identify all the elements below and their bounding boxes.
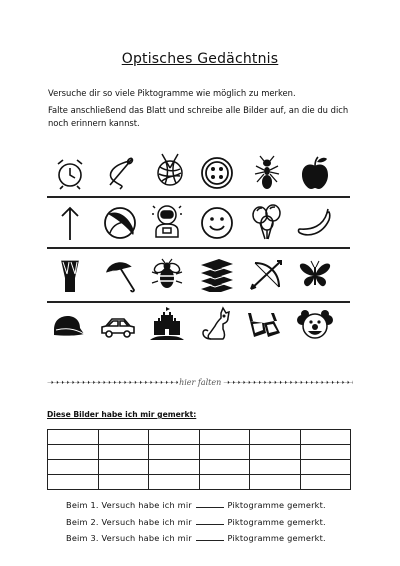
astronaut-icon <box>149 202 185 238</box>
attempt-sentence-1 <box>66 500 326 510</box>
table-cell[interactable] <box>250 445 301 460</box>
table-row <box>48 430 351 445</box>
attempt-suffix: Piktogramme gemerkt. <box>227 500 326 510</box>
attempt-prefix: Beim 2. Versuch habe ich mir <box>66 517 192 527</box>
button-icon <box>199 155 235 191</box>
3d-glasses-icon <box>247 307 283 343</box>
cap-icon <box>50 308 86 344</box>
row-divider <box>47 196 350 198</box>
cat-icon <box>199 306 235 342</box>
table-cell[interactable] <box>300 445 351 460</box>
balloons-icon <box>249 204 285 240</box>
table-cell[interactable] <box>250 430 301 445</box>
bow-arrow-icon <box>249 257 285 293</box>
table-cell[interactable] <box>149 430 200 445</box>
fold-label: hier falten <box>179 378 222 387</box>
car-icon <box>100 308 136 344</box>
sandcastle-icon <box>149 305 185 341</box>
table-row <box>48 475 351 490</box>
beach-ball-icon <box>102 205 138 241</box>
needle-thread-icon <box>102 155 138 191</box>
butterfly-icon <box>297 257 333 293</box>
table-cell[interactable] <box>149 475 200 490</box>
table-title: Diese Bilder habe ich mir gemerkt: <box>47 410 197 419</box>
smiley-icon <box>199 205 235 241</box>
instruction-2: Falte anschließend das Blatt und schreibe alle Bilder auf, an die du dich noch erinnern kannst. <box>48 105 349 128</box>
table-cell[interactable] <box>250 475 301 490</box>
attempt-blank[interactable] <box>196 500 224 508</box>
attempt-suffix: Piktogramme gemerkt. <box>227 533 326 543</box>
table-row <box>48 445 351 460</box>
table-cell[interactable] <box>199 445 250 460</box>
fold-arrows-left: ➝➝➝➝➝➝➝➝➝➝➝➝➝➝➝➝➝➝➝➝➝➝➝➝➝ <box>47 378 178 387</box>
page-title: Optisches Gedächtnis <box>121 51 279 67</box>
arrow-up-icon <box>52 205 88 241</box>
attempt-prefix: Beim 1. Versuch habe ich mir <box>66 500 192 510</box>
table-cell[interactable] <box>300 430 351 445</box>
table-cell[interactable] <box>199 475 250 490</box>
alarm-clock-icon <box>52 155 88 191</box>
table-cell[interactable] <box>48 460 99 475</box>
table-cell[interactable] <box>300 475 351 490</box>
ant-icon <box>249 155 285 191</box>
attempt-blank[interactable] <box>196 517 224 525</box>
table-cell[interactable] <box>98 430 149 445</box>
fold-arrows-right: ➝➝➝➝➝➝➝➝➝➝➝➝➝➝➝➝➝➝➝➝➝➝➝➝➝ <box>223 378 353 387</box>
memory-table <box>47 429 351 490</box>
attempt-prefix: Beim 3. Versuch habe ich mir <box>66 533 192 543</box>
fold-line <box>47 378 353 392</box>
yarn-ball-icon <box>152 152 188 188</box>
table-cell[interactable] <box>48 445 99 460</box>
table-cell[interactable] <box>98 475 149 490</box>
row-divider <box>47 247 350 249</box>
table-cell[interactable] <box>149 460 200 475</box>
attempt-sentence-2 <box>66 517 326 527</box>
bee-icon <box>149 257 185 293</box>
table-cell[interactable] <box>98 445 149 460</box>
instruction-1: Versuche dir so viele Piktogramme wie möglich zu merken. <box>48 88 296 98</box>
row-divider <box>47 301 350 303</box>
table-cell[interactable] <box>149 445 200 460</box>
table-cell[interactable] <box>98 460 149 475</box>
table-cell[interactable] <box>48 430 99 445</box>
table-cell[interactable] <box>300 460 351 475</box>
attempt-suffix: Piktogramme gemerkt. <box>227 517 326 527</box>
table-cell[interactable] <box>250 460 301 475</box>
clown-icon <box>297 307 333 343</box>
table-cell[interactable] <box>199 460 250 475</box>
table-cell[interactable] <box>199 430 250 445</box>
apple-icon <box>297 154 333 190</box>
attempt-sentence-3 <box>66 533 326 543</box>
table-row <box>48 460 351 475</box>
table-cell[interactable] <box>48 475 99 490</box>
drum-icon <box>52 257 88 293</box>
books-icon <box>199 256 235 292</box>
umbrella-icon <box>102 257 138 293</box>
attempt-blank[interactable] <box>196 533 224 541</box>
banana-icon <box>297 205 333 241</box>
